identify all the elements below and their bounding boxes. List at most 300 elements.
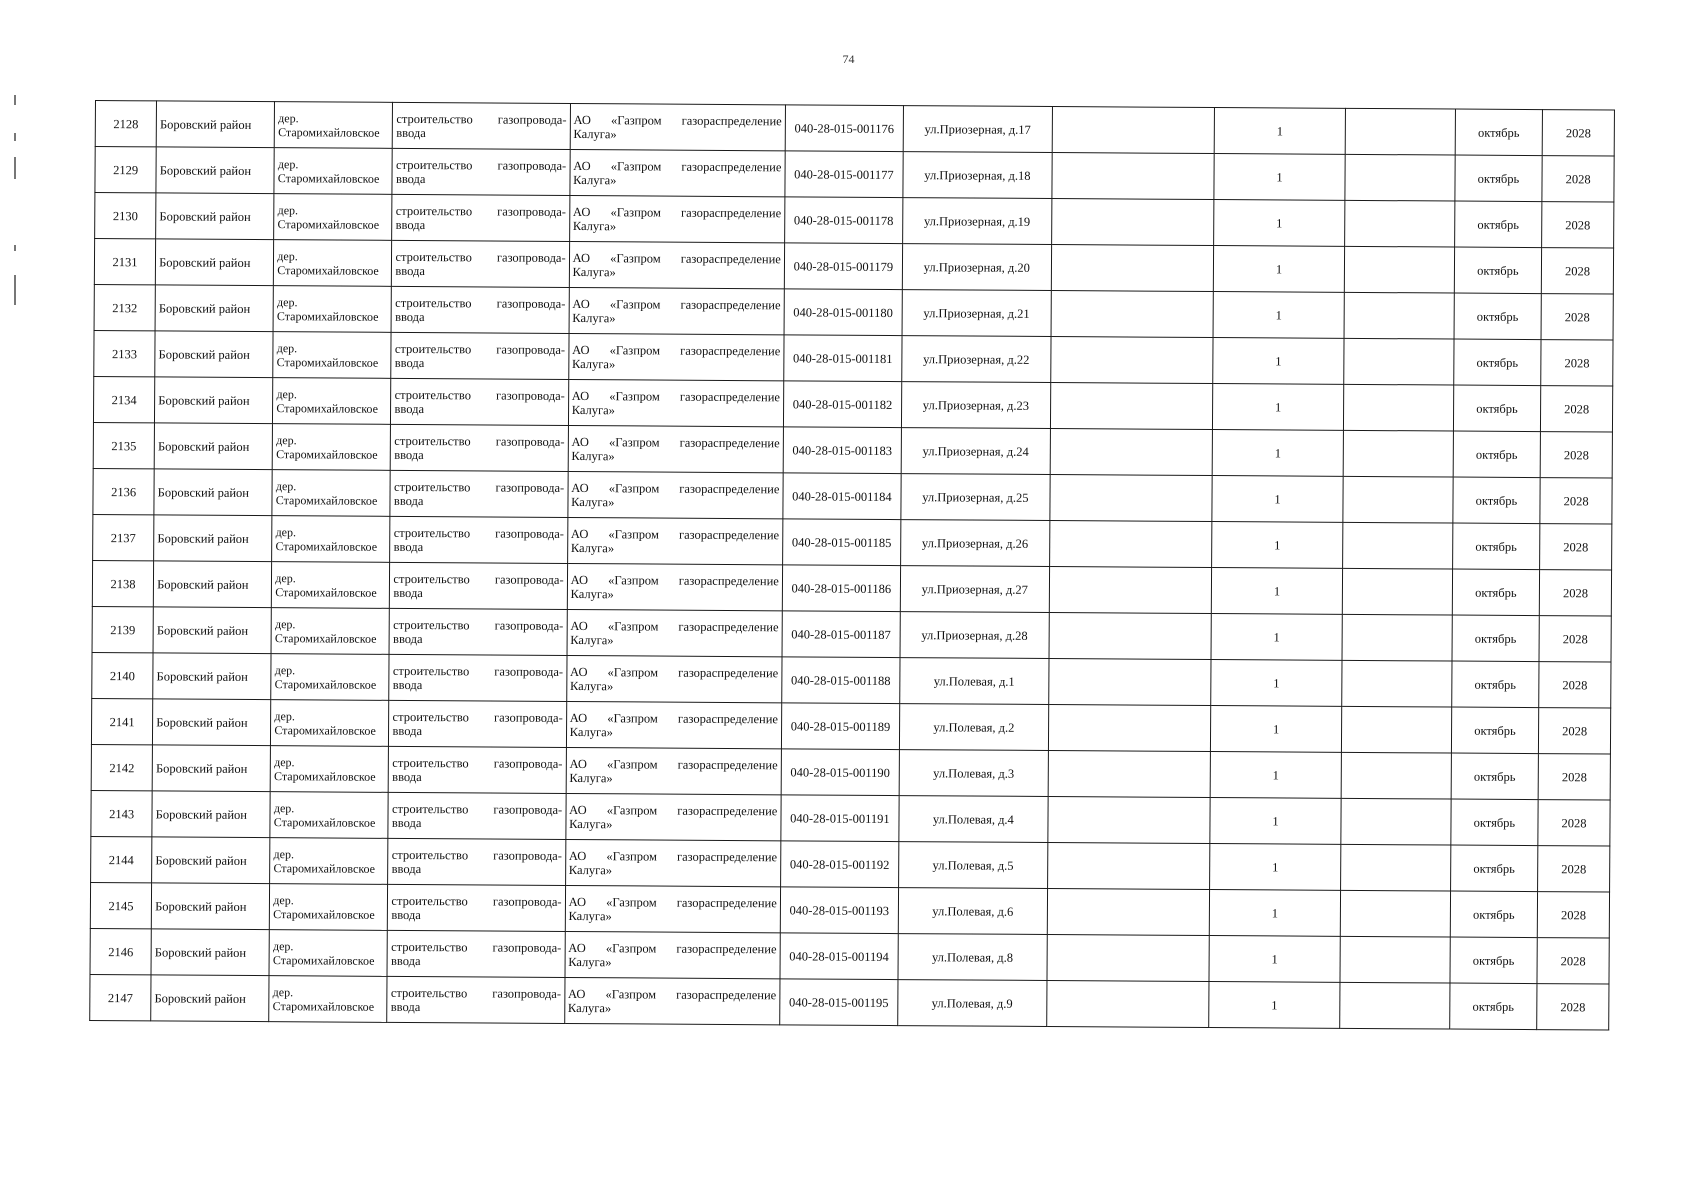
organization-line-1: АО «Газпром газораспределение bbox=[568, 986, 777, 1002]
organization-line-1: АО «Газпром газораспределение bbox=[568, 848, 778, 864]
document-sheet bbox=[89, 100, 1615, 1031]
quantity-cell: 1 bbox=[1209, 936, 1340, 983]
district-cell: Боровский район bbox=[152, 837, 270, 884]
work-type-line-1: строительство газопровода- bbox=[391, 847, 562, 863]
organization-line-2: Калуга» bbox=[571, 448, 615, 463]
work-type-line-2: ввода bbox=[393, 585, 423, 600]
organization-line-1: АО «Газпром газораспределение bbox=[573, 158, 782, 174]
village-name: Старомихайловское bbox=[272, 952, 375, 968]
address-cell: ул.Приозерная, д.21 bbox=[902, 290, 1051, 337]
village-name: Старомихайловское bbox=[274, 722, 376, 738]
year-cell: 2028 bbox=[1539, 708, 1611, 754]
empty-cell bbox=[1050, 383, 1213, 430]
district-cell: Боровский район bbox=[154, 423, 272, 470]
year-cell: 2028 bbox=[1538, 846, 1610, 892]
organization-cell bbox=[566, 793, 781, 840]
work-type-cell bbox=[388, 838, 565, 885]
village-prefix: дер. bbox=[274, 616, 296, 631]
work-type-line-1: строительство газопровода- bbox=[392, 755, 563, 771]
organization-cell bbox=[568, 333, 783, 380]
organization-line-2: Калуга» bbox=[572, 310, 616, 325]
year-cell: 2028 bbox=[1537, 984, 1609, 1030]
work-type-line-2: ввода bbox=[391, 861, 422, 876]
village-name: Старомихайловское bbox=[276, 446, 378, 462]
object-code-cell: 040-28-015-001195 bbox=[780, 979, 898, 1026]
month-cell: октябрь bbox=[1450, 937, 1538, 984]
work-type-cell bbox=[392, 148, 569, 195]
empty-cell bbox=[1341, 752, 1451, 799]
work-type-line-1: строительство газопровода- bbox=[392, 663, 564, 679]
month-cell: октябрь bbox=[1453, 431, 1541, 478]
organization-line-1: АО «Газпром газораспределение bbox=[570, 572, 779, 588]
village-name: Старомихайловское bbox=[275, 584, 377, 600]
row-number: 2132 bbox=[94, 284, 155, 330]
work-type-line-1: строительство газопровода- bbox=[395, 203, 567, 219]
quantity-cell: 1 bbox=[1213, 246, 1344, 293]
page-number: 74 bbox=[842, 52, 855, 66]
object-code-cell: 040-28-015-001186 bbox=[782, 565, 900, 612]
village-name: Старомихайловское bbox=[276, 354, 379, 370]
district-cell: Боровский район bbox=[152, 791, 270, 838]
organization-cell bbox=[569, 241, 784, 288]
work-type-line-1: строительство газопровода- bbox=[390, 985, 562, 1001]
organization-cell bbox=[566, 747, 781, 794]
row-number: 2147 bbox=[90, 974, 151, 1020]
district-cell: Боровский район bbox=[151, 883, 269, 930]
organization-cell bbox=[568, 379, 783, 426]
object-code-cell: 040-28-015-001188 bbox=[782, 657, 900, 704]
work-type-cell bbox=[389, 700, 566, 747]
row-number: 2143 bbox=[91, 790, 152, 836]
village-cell bbox=[273, 378, 391, 425]
village-name: Старомихайловское bbox=[276, 400, 378, 416]
object-code-cell: 040-28-015-001191 bbox=[781, 795, 899, 842]
organization-cell bbox=[570, 103, 785, 150]
row-number: 2146 bbox=[90, 928, 151, 974]
work-type-line-1: строительство газопровода- bbox=[393, 479, 565, 495]
district-cell: Боровский район bbox=[155, 285, 273, 332]
village-cell bbox=[273, 332, 391, 379]
object-code-cell: 040-28-015-001181 bbox=[784, 335, 902, 382]
empty-cell bbox=[1050, 475, 1213, 522]
work-type-line-2: ввода bbox=[394, 355, 425, 370]
row-number: 2144 bbox=[91, 836, 152, 882]
work-type-line-1: строительство газопровода- bbox=[393, 617, 564, 633]
quantity-cell: 1 bbox=[1213, 292, 1344, 339]
scan-edge-marks bbox=[10, 95, 24, 345]
empty-cell bbox=[1047, 888, 1210, 935]
work-type-cell bbox=[387, 976, 564, 1023]
year-cell: 2028 bbox=[1541, 340, 1613, 386]
work-type-line-1: строительство газопровода- bbox=[391, 939, 562, 955]
organization-line-1: АО «Газпром газораспределение bbox=[569, 802, 778, 818]
year-cell: 2028 bbox=[1539, 616, 1611, 662]
month-cell: октябрь bbox=[1450, 891, 1538, 938]
organization-cell bbox=[568, 471, 783, 518]
empty-cell bbox=[1048, 751, 1211, 798]
organization-line-1: АО «Газпром газораспределение bbox=[571, 388, 781, 404]
work-type-line-1: строительство газопровода- bbox=[395, 249, 566, 265]
empty-cell bbox=[1341, 844, 1451, 891]
month-cell: октябрь bbox=[1454, 247, 1542, 294]
work-type-cell bbox=[391, 424, 568, 471]
empty-cell bbox=[1345, 200, 1455, 247]
organization-line-2: Калуга» bbox=[569, 724, 613, 739]
month-cell: октябрь bbox=[1453, 477, 1541, 524]
village-cell bbox=[274, 240, 392, 287]
organization-cell bbox=[564, 977, 779, 1024]
object-code-cell: 040-28-015-001183 bbox=[783, 427, 901, 474]
year-cell: 2028 bbox=[1540, 432, 1612, 478]
work-type-line-2: ввода bbox=[391, 815, 422, 830]
organization-cell bbox=[567, 563, 782, 610]
address-cell: ул.Полевая, д.1 bbox=[900, 658, 1049, 705]
empty-cell bbox=[1049, 567, 1212, 614]
organization-cell bbox=[567, 609, 782, 656]
village-name: Старомихайловское bbox=[273, 814, 376, 830]
organization-cell bbox=[565, 931, 780, 978]
work-type-line-1: строительство газопровода- bbox=[393, 525, 564, 541]
empty-cell bbox=[1343, 384, 1453, 431]
row-number: 2136 bbox=[93, 468, 154, 514]
year-cell: 2028 bbox=[1539, 570, 1611, 616]
row-number: 2135 bbox=[93, 422, 154, 468]
organization-line-2: Калуга» bbox=[571, 402, 616, 417]
organization-line-2: Калуга» bbox=[569, 770, 613, 785]
empty-cell bbox=[1341, 706, 1451, 753]
organization-cell bbox=[569, 287, 784, 334]
empty-cell bbox=[1343, 430, 1453, 477]
organization-line-2: Калуга» bbox=[572, 264, 616, 279]
table-row bbox=[90, 974, 1609, 1030]
row-number: 2141 bbox=[91, 698, 152, 744]
year-cell: 2028 bbox=[1540, 524, 1612, 570]
empty-cell bbox=[1340, 982, 1450, 1029]
work-type-line-1: строительство газопровода- bbox=[394, 387, 565, 403]
village-prefix: дер. bbox=[277, 202, 299, 217]
village-prefix: дер. bbox=[275, 478, 297, 493]
month-cell: октябрь bbox=[1454, 201, 1542, 248]
year-cell: 2028 bbox=[1540, 478, 1612, 524]
work-type-line-1: строительство газопровода- bbox=[391, 893, 562, 909]
address-cell: ул.Приозерная, д.19 bbox=[903, 198, 1052, 245]
village-name: Старомихайловское bbox=[277, 170, 380, 186]
village-cell bbox=[274, 148, 392, 195]
district-cell: Боровский район bbox=[154, 515, 272, 562]
work-type-line-2: ввода bbox=[394, 447, 424, 462]
address-cell: ул.Полевая, д.9 bbox=[898, 980, 1047, 1027]
village-cell bbox=[270, 884, 388, 931]
address-cell: ул.Приозерная, д.22 bbox=[902, 336, 1051, 383]
quantity-cell: 1 bbox=[1211, 614, 1342, 661]
district-cell: Боровский район bbox=[155, 377, 273, 424]
registry-body bbox=[90, 101, 1615, 1031]
organization-line-1: АО «Газпром газораспределение bbox=[572, 204, 782, 220]
month-cell: октябрь bbox=[1450, 845, 1538, 892]
village-cell bbox=[269, 976, 387, 1023]
work-type-line-1: строительство газопровода- bbox=[391, 801, 563, 817]
work-type-cell bbox=[392, 240, 569, 287]
address-cell: ул.Приозерная, д.28 bbox=[900, 612, 1049, 659]
work-type-line-2: ввода bbox=[395, 217, 426, 232]
empty-cell bbox=[1050, 337, 1213, 384]
work-type-line-2: ввода bbox=[395, 263, 425, 278]
district-cell: Боровский район bbox=[153, 561, 271, 608]
organization-line-2: Калуга» bbox=[569, 678, 614, 693]
object-code-cell: 040-28-015-001180 bbox=[784, 289, 902, 336]
quantity-cell: 1 bbox=[1214, 108, 1345, 155]
month-cell: октябрь bbox=[1453, 385, 1541, 432]
work-type-line-1: строительство газопровода- bbox=[393, 571, 564, 587]
village-prefix: дер. bbox=[273, 892, 294, 907]
object-code-cell: 040-28-015-001193 bbox=[780, 887, 898, 934]
work-type-cell bbox=[391, 378, 568, 425]
district-cell: Боровский район bbox=[156, 193, 274, 240]
row-number: 2142 bbox=[91, 744, 152, 790]
quantity-cell: 1 bbox=[1211, 706, 1342, 753]
year-cell: 2028 bbox=[1537, 892, 1609, 938]
organization-line-2: Калуга» bbox=[570, 632, 614, 647]
year-cell: 2028 bbox=[1542, 110, 1614, 156]
village-prefix: дер. bbox=[274, 708, 295, 723]
organization-cell bbox=[570, 149, 785, 196]
address-cell: ул.Полевая, д.4 bbox=[899, 796, 1048, 843]
empty-cell bbox=[1341, 798, 1451, 845]
work-type-cell bbox=[392, 194, 569, 241]
organization-line-2: Калуга» bbox=[572, 218, 617, 233]
row-number: 2137 bbox=[93, 514, 154, 560]
work-type-line-2: ввода bbox=[391, 907, 421, 922]
work-type-line-2: ввода bbox=[393, 539, 424, 554]
quantity-cell: 1 bbox=[1212, 476, 1343, 523]
village-cell bbox=[272, 470, 390, 517]
village-prefix: дер. bbox=[278, 110, 299, 125]
year-cell: 2028 bbox=[1541, 294, 1613, 340]
organization-line-2: Калуга» bbox=[571, 356, 616, 371]
work-type-line-2: ввода bbox=[395, 309, 425, 324]
empty-cell bbox=[1342, 568, 1452, 615]
address-cell: ул.Приозерная, д.23 bbox=[901, 382, 1050, 429]
village-prefix: дер. bbox=[272, 984, 294, 999]
organization-line-2: Калуга» bbox=[568, 862, 613, 877]
village-name: Старомихайловское bbox=[277, 262, 379, 278]
year-cell: 2028 bbox=[1539, 662, 1611, 708]
empty-cell bbox=[1048, 705, 1211, 752]
quantity-cell: 1 bbox=[1214, 154, 1345, 201]
work-type-line-2: ввода bbox=[392, 769, 422, 784]
object-code-cell: 040-28-015-001187 bbox=[782, 611, 900, 658]
village-prefix: дер. bbox=[276, 340, 298, 355]
organization-line-2: Калуга» bbox=[568, 908, 612, 923]
empty-cell bbox=[1051, 245, 1214, 292]
empty-cell bbox=[1047, 934, 1210, 981]
organization-line-2: Калуга» bbox=[570, 540, 615, 555]
village-cell bbox=[270, 838, 388, 885]
empty-cell bbox=[1343, 522, 1453, 569]
year-cell: 2028 bbox=[1538, 800, 1610, 846]
work-type-cell bbox=[389, 608, 566, 655]
work-type-line-2: ввода bbox=[390, 999, 421, 1014]
village-prefix: дер. bbox=[275, 524, 297, 539]
row-number: 2130 bbox=[95, 193, 156, 239]
year-cell: 2028 bbox=[1542, 202, 1614, 248]
quantity-cell: 1 bbox=[1214, 200, 1345, 247]
year-cell: 2028 bbox=[1538, 754, 1610, 800]
empty-cell bbox=[1340, 890, 1450, 937]
district-cell: Боровский район bbox=[156, 101, 274, 148]
organization-line-2: Калуга» bbox=[570, 586, 614, 601]
village-cell bbox=[271, 608, 389, 655]
work-type-line-2: ввода bbox=[392, 677, 423, 692]
empty-cell bbox=[1051, 291, 1214, 338]
organization-line-1: АО «Газпром газораспределение bbox=[570, 526, 780, 542]
address-cell: ул.Приозерная, д.17 bbox=[903, 106, 1052, 153]
organization-cell bbox=[568, 425, 783, 472]
district-cell: Боровский район bbox=[154, 469, 272, 516]
work-type-cell bbox=[387, 930, 564, 977]
object-code-cell: 040-28-015-001182 bbox=[783, 381, 901, 428]
empty-cell bbox=[1051, 199, 1214, 246]
empty-cell bbox=[1344, 292, 1454, 339]
organization-line-1: АО «Газпром газораспределение bbox=[572, 296, 781, 312]
village-cell bbox=[272, 424, 390, 471]
work-type-cell bbox=[388, 792, 565, 839]
empty-cell bbox=[1047, 842, 1210, 889]
organization-line-2: Калуга» bbox=[573, 172, 617, 187]
village-prefix: дер. bbox=[274, 754, 295, 769]
empty-cell bbox=[1049, 521, 1212, 568]
address-cell: ул.Приозерная, д.20 bbox=[902, 244, 1051, 291]
empty-cell bbox=[1340, 936, 1450, 983]
row-number: 2140 bbox=[92, 652, 153, 698]
row-number: 2131 bbox=[94, 239, 155, 285]
object-code-cell: 040-28-015-001178 bbox=[784, 197, 902, 244]
organization-line-1: АО «Газпром газораспределение bbox=[569, 710, 779, 726]
district-cell: Боровский район bbox=[153, 653, 271, 700]
work-type-cell bbox=[393, 102, 570, 149]
organization-cell bbox=[566, 655, 781, 702]
organization-line-1: АО «Газпром газораспределение bbox=[573, 112, 782, 128]
organization-cell bbox=[567, 517, 782, 564]
village-cell bbox=[269, 930, 387, 977]
month-cell: октябрь bbox=[1452, 523, 1540, 570]
district-cell: Боровский район bbox=[156, 147, 274, 194]
row-number: 2145 bbox=[90, 882, 151, 928]
village-cell bbox=[274, 194, 392, 241]
quantity-cell: 1 bbox=[1210, 798, 1341, 845]
address-cell: ул.Полевая, д.8 bbox=[898, 934, 1047, 981]
village-name: Старомихайловское bbox=[274, 676, 377, 692]
village-name: Старомихайловское bbox=[274, 768, 376, 784]
object-code-cell: 040-28-015-001179 bbox=[784, 243, 902, 290]
month-cell: октябрь bbox=[1451, 753, 1539, 800]
row-number: 2129 bbox=[95, 147, 156, 193]
month-cell: октябрь bbox=[1452, 615, 1540, 662]
address-cell: ул.Полевая, д.2 bbox=[899, 704, 1048, 751]
village-prefix: дер. bbox=[276, 432, 297, 447]
village-prefix: дер. bbox=[277, 248, 298, 263]
object-code-cell: 040-28-015-001190 bbox=[781, 749, 899, 796]
year-cell: 2028 bbox=[1542, 156, 1614, 202]
village-name: Старомихайловское bbox=[276, 308, 379, 324]
village-cell bbox=[271, 700, 389, 747]
work-type-line-2: ввода bbox=[393, 493, 424, 508]
organization-line-1: АО «Газпром газораспределение bbox=[570, 664, 779, 680]
empty-cell bbox=[1342, 660, 1452, 707]
address-cell: ул.Приозерная, д.27 bbox=[900, 566, 1049, 613]
address-cell: ул.Полевая, д.3 bbox=[899, 750, 1048, 797]
work-type-line-1: строительство газопровода- bbox=[396, 157, 567, 173]
address-cell: ул.Приозерная, д.24 bbox=[901, 428, 1050, 475]
address-cell: ул.Приозерная, д.18 bbox=[903, 152, 1052, 199]
empty-cell bbox=[1052, 153, 1215, 200]
district-cell: Боровский район bbox=[153, 607, 271, 654]
quantity-cell: 1 bbox=[1212, 522, 1343, 569]
village-cell bbox=[270, 746, 388, 793]
organization-line-2: Калуга» bbox=[569, 816, 613, 831]
village-name: Старомихайловское bbox=[278, 124, 380, 140]
work-type-cell bbox=[389, 746, 566, 793]
row-number: 2128 bbox=[95, 101, 156, 147]
village-prefix: дер. bbox=[272, 938, 294, 953]
work-type-line-1: строительство газопровода- bbox=[396, 111, 567, 127]
work-type-cell bbox=[390, 562, 567, 609]
month-cell: октябрь bbox=[1452, 569, 1540, 616]
work-type-cell bbox=[390, 516, 567, 563]
object-code-cell: 040-28-015-001176 bbox=[785, 105, 903, 152]
quantity-cell: 1 bbox=[1210, 844, 1341, 891]
object-code-cell: 040-28-015-001192 bbox=[780, 841, 898, 888]
organization-cell bbox=[565, 839, 780, 886]
object-code-cell: 040-28-015-001189 bbox=[781, 703, 899, 750]
object-code-cell: 040-28-015-001185 bbox=[782, 519, 900, 566]
quantity-cell: 1 bbox=[1213, 384, 1344, 431]
village-name: Старомихайловское bbox=[274, 630, 377, 646]
organization-cell bbox=[566, 701, 781, 748]
organization-line-1: АО «Газпром газораспределение bbox=[571, 434, 780, 450]
district-cell: Боровский район bbox=[152, 745, 270, 792]
object-code-cell: 040-28-015-001194 bbox=[780, 933, 898, 980]
quantity-cell: 1 bbox=[1213, 338, 1344, 385]
quantity-cell: 1 bbox=[1211, 660, 1342, 707]
village-prefix: дер. bbox=[277, 294, 298, 309]
month-cell: октябрь bbox=[1455, 109, 1543, 156]
row-number: 2139 bbox=[92, 606, 153, 652]
quantity-cell: 1 bbox=[1210, 752, 1341, 799]
district-cell: Боровский район bbox=[151, 975, 269, 1022]
organization-line-1: АО «Газпром газораспределение bbox=[569, 756, 778, 772]
work-type-cell bbox=[389, 654, 566, 701]
organization-line-2: Калуга» bbox=[567, 1000, 612, 1015]
month-cell: октябрь bbox=[1453, 339, 1541, 386]
address-cell: ул.Приозерная, д.25 bbox=[901, 474, 1050, 521]
address-cell: ул.Полевая, д.6 bbox=[898, 888, 1047, 935]
organization-line-1: АО «Газпром газораспределение bbox=[568, 940, 777, 956]
village-cell bbox=[273, 286, 391, 333]
village-cell bbox=[272, 516, 390, 563]
village-prefix: дер. bbox=[274, 662, 296, 677]
empty-cell bbox=[1344, 338, 1454, 385]
village-name: Старомихайловское bbox=[275, 538, 378, 554]
work-type-cell bbox=[391, 286, 568, 333]
village-cell bbox=[272, 562, 390, 609]
organization-line-1: АО «Газпром газораспределение bbox=[572, 250, 781, 266]
gas-connection-registry-table bbox=[89, 100, 1615, 1031]
village-prefix: дер. bbox=[276, 386, 297, 401]
empty-cell bbox=[1049, 613, 1212, 660]
month-cell: октябрь bbox=[1451, 799, 1539, 846]
work-type-line-2: ввода bbox=[392, 723, 423, 738]
